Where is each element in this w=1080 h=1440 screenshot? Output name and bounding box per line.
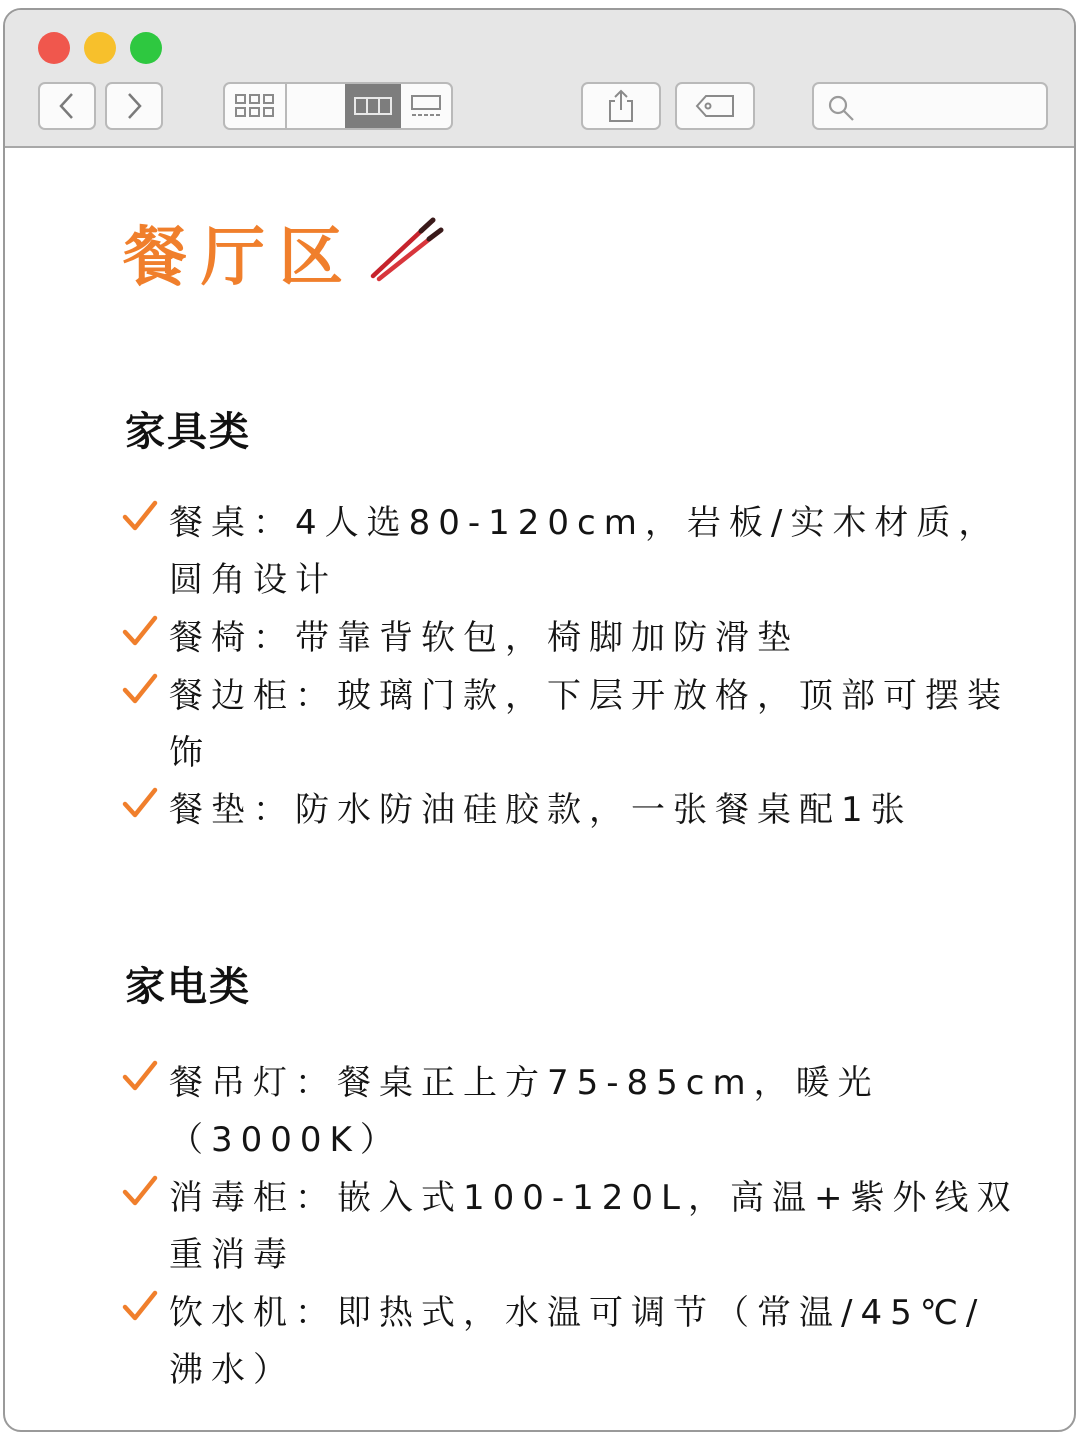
- share-button[interactable]: [581, 82, 661, 130]
- forward-button[interactable]: [105, 82, 163, 130]
- category-heading-furniture: 家具类: [125, 408, 251, 455]
- search-icon: [826, 93, 856, 123]
- gallery-icon: [408, 93, 444, 119]
- list-view-button[interactable]: [287, 84, 345, 128]
- toolbar: [5, 10, 1074, 148]
- tag-button[interactable]: [675, 82, 755, 130]
- page-title: 餐厅区: [123, 220, 357, 295]
- list-item: [121, 782, 1021, 839]
- list-item: [121, 1055, 1021, 1169]
- list-item-text: 消毒柜：嵌入式100-120L，高温+紫外线双重消毒: [169, 1178, 1019, 1275]
- view-mode-segmented-control: [223, 82, 453, 130]
- minimize-window-button[interactable]: [84, 32, 116, 64]
- column-view-button[interactable]: [345, 84, 401, 128]
- check-icon: [121, 499, 159, 533]
- category-heading-appliances: 家电类: [125, 963, 251, 1010]
- gallery-view-button[interactable]: [401, 84, 451, 128]
- list-item-text: 餐垫：防水防油硅胶款，一张餐桌配1张: [169, 790, 913, 830]
- note-content: [5, 150, 1074, 1432]
- list-item: [121, 1170, 1021, 1284]
- icon-view-button[interactable]: [225, 84, 287, 128]
- check-icon: [121, 1174, 159, 1208]
- check-icon: [121, 786, 159, 820]
- list-item-text: 餐边柜：玻璃门款，下层开放格，顶部可摆装饰: [169, 676, 1009, 773]
- check-icon: [121, 1289, 159, 1323]
- back-button[interactable]: [38, 82, 96, 130]
- app-window: [3, 8, 1076, 1432]
- tag-icon: [695, 93, 735, 119]
- list-icon: [298, 92, 334, 120]
- chopsticks-icon: [367, 212, 447, 282]
- check-icon: [121, 614, 159, 648]
- check-icon: [121, 672, 159, 706]
- list-item-text: 餐桌：4人选80-120cm，岩板/实木材质，圆角设计: [169, 503, 1001, 600]
- zoom-window-button[interactable]: [130, 32, 162, 64]
- chevron-left-icon: [57, 91, 77, 121]
- columns-icon: [353, 95, 393, 117]
- search-input[interactable]: [862, 90, 1038, 122]
- list-item: [121, 610, 1021, 667]
- search-field[interactable]: [812, 82, 1048, 130]
- list-item: [121, 668, 1021, 782]
- share-icon: [606, 88, 636, 124]
- grid-icon: [234, 92, 276, 120]
- list-item: [121, 495, 1021, 609]
- chevron-right-icon: [124, 91, 144, 121]
- list-item-text: 饮水机：即热式，水温可调节（常温/45℃/沸水）: [169, 1293, 986, 1390]
- close-window-button[interactable]: [38, 32, 70, 64]
- list-item-text: 餐吊灯：餐桌正上方75-85cm，暖光（3000K）: [169, 1063, 880, 1160]
- list-item: [121, 1285, 1021, 1399]
- list-item-text: 餐椅：带靠背软包，椅脚加防滑垫: [169, 618, 799, 658]
- check-icon: [121, 1059, 159, 1093]
